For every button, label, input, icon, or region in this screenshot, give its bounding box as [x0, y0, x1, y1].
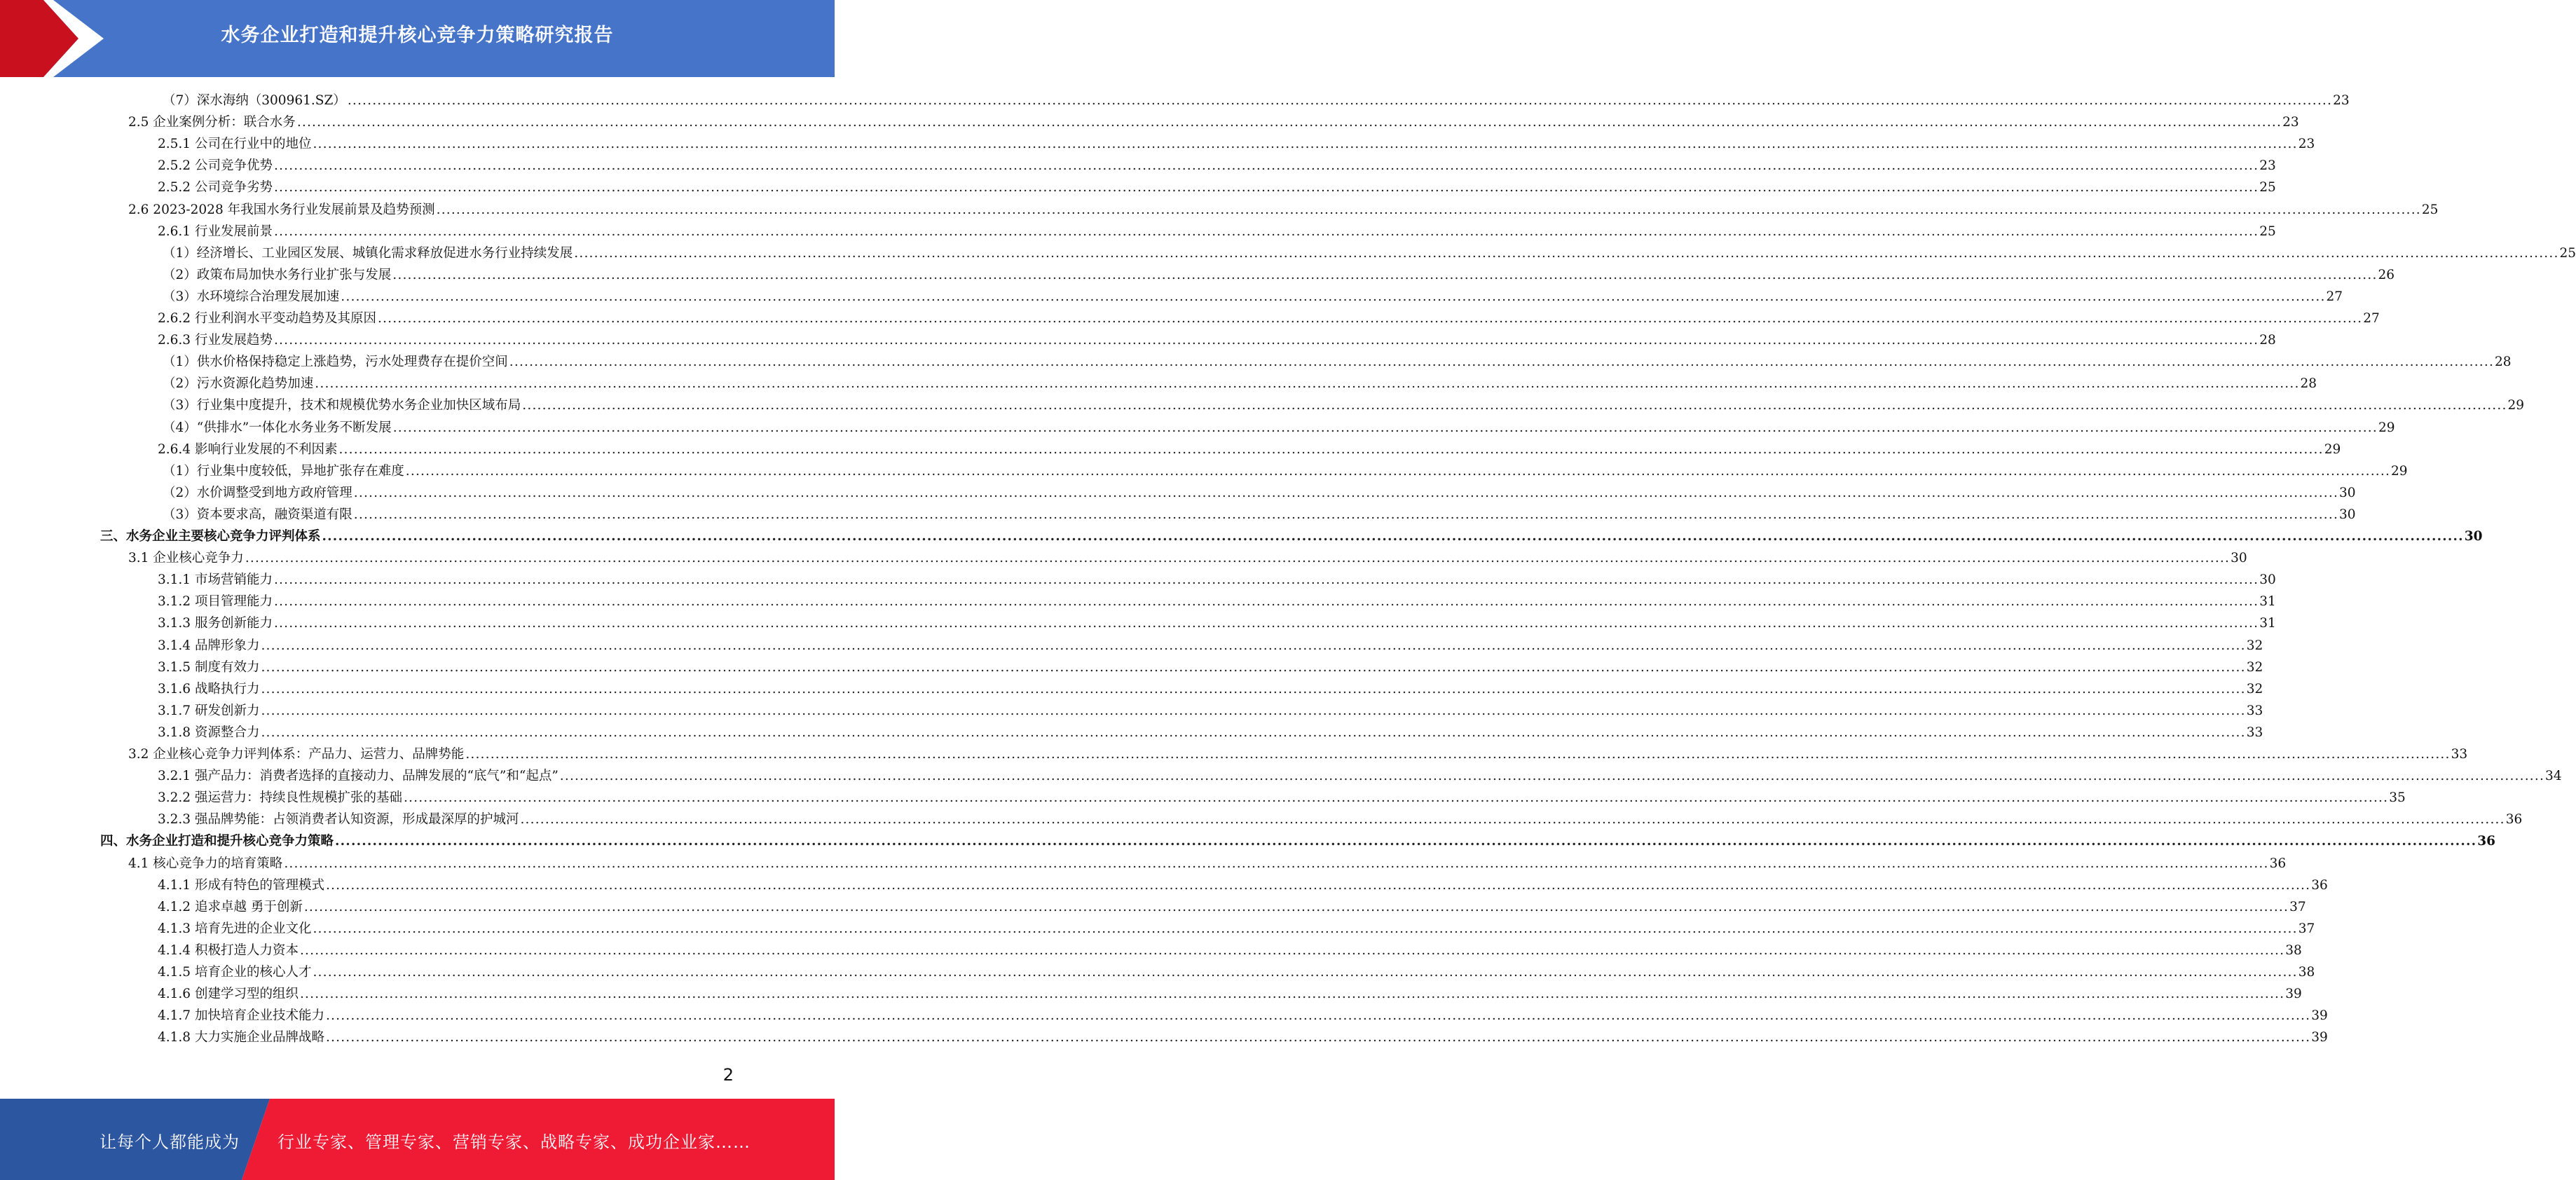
toc-entry-title: 3.1.6 战略执行力	[158, 681, 260, 697]
toc-entry-title: 2.5 企业案例分析：联合水务	[128, 115, 296, 130]
toc-entry-page: 36	[2477, 834, 2496, 849]
toc-entry[interactable]	[158, 809, 2523, 830]
toc-leader-dots: ................................................................................................................................................................................................................................................................................................................................................................................................................	[335, 834, 2477, 849]
toc-entry-page: 29	[2391, 463, 2408, 479]
toc-entry-title: 3.1.1 市场营销能力	[158, 572, 273, 588]
toc-entry-page: 35	[2389, 790, 2406, 806]
toc-entry[interactable]	[163, 242, 2576, 264]
toc-leader-dots: ................................................................................................................................................................................................................................................................................................................................................................................................................	[261, 681, 2246, 697]
toc-entry[interactable]	[158, 591, 2276, 612]
toc-entry-page: 25	[2421, 202, 2439, 217]
toc-entry-title: 3.2.3 强品牌势能：占领消费者认知资源，形成最深厚的护城河	[158, 812, 519, 828]
toc-entry-page: 38	[2285, 942, 2302, 958]
toc-leader-dots: ................................................................................................................................................................................................................................................................................................................................................................................................................	[273, 224, 2259, 239]
toc-entry-title: 4.1.2 追求卓越 勇于创新	[158, 899, 303, 914]
toc-entry-page: 28	[2300, 376, 2317, 392]
toc-entry-page: 30	[2339, 485, 2356, 500]
toc-entry-page: 29	[2324, 441, 2341, 457]
toc-entry-title: 2.5.2 公司竞争劣势	[158, 180, 273, 195]
toc-leader-dots: ................................................................................................................................................................................................................................................................................................................................................................................................................	[325, 1008, 2311, 1024]
toc-entry-page: 30	[2231, 551, 2247, 566]
toc-leader-dots: ................................................................................................................................................................................................................................................................................................................................................................................................................	[313, 137, 2298, 152]
toc-entry-title: 4.1.6 创建学习型的组织	[158, 987, 299, 1002]
toc-leader-dots: ................................................................................................................................................................................................................................................................................................................................................................................................................	[273, 333, 2259, 348]
toc-entry-page: 31	[2259, 616, 2276, 631]
toc-entry-page: 23	[2298, 137, 2315, 152]
toc-entry-page: 38	[2298, 965, 2315, 980]
toc-entry[interactable]	[163, 286, 2343, 308]
toc-leader-dots: ................................................................................................................................................................................................................................................................................................................................................................................................................	[574, 245, 2559, 261]
toc-entry[interactable]	[128, 853, 2287, 874]
toc-entry-title: 4.1.4 积极打造人力资本	[158, 942, 299, 958]
toc-entry-page: 36	[2269, 856, 2287, 871]
toc-entry-page: 32	[2246, 659, 2263, 675]
toc-entry[interactable]	[158, 1027, 2328, 1048]
toc-entry[interactable]	[158, 439, 2341, 460]
toc-entry-title: 2.6 2023-2028 年我国水务行业发展前景及趋势预测	[128, 202, 435, 217]
toc-entry[interactable]	[128, 547, 2247, 569]
toc-entry-page: 39	[2311, 1008, 2328, 1024]
toc-entry-page: 23	[2259, 158, 2276, 174]
toc-entry-page: 29	[2507, 398, 2525, 413]
toc-entry-page: 33	[2451, 747, 2468, 762]
toc-entry-page: 30	[2259, 572, 2276, 588]
toc-entry-page: 25	[2559, 245, 2576, 261]
toc-entry-page: 37	[2298, 921, 2315, 936]
toc-entry-page: 32	[2246, 638, 2263, 653]
toc-entry-page: 28	[2259, 333, 2276, 348]
toc-entry-title: 4.1.1 形成有特色的管理模式	[158, 877, 324, 893]
toc-entry-title: （3）行业集中度提升，技术和规模优势水务企业加快区域布局	[163, 398, 521, 413]
toc-entry-title: 2.6.4 影响行业发展的不利因素	[158, 441, 338, 457]
toc-entry[interactable]	[163, 417, 2395, 439]
toc-leader-dots: ................................................................................................................................................................................................................................................................................................................................................................................................................	[261, 725, 2246, 740]
toc-entry[interactable]	[163, 482, 2356, 504]
toc-entry-title: 3.1 企业核心竞争力	[128, 551, 244, 566]
toc-entry-title: （2）政策布局加快水务行业扩张与发展	[163, 267, 392, 282]
toc-entry[interactable]	[158, 635, 2263, 657]
toc-entry[interactable]	[158, 896, 2306, 918]
toc-entry[interactable]	[158, 221, 2276, 242]
toc-entry-page: 31	[2259, 594, 2276, 610]
page-number: 2	[722, 1065, 734, 1085]
toc-entry-page: 23	[2282, 115, 2299, 130]
page-header	[0, 0, 835, 77]
toc-entry[interactable]	[158, 983, 2302, 1005]
toc-entry[interactable]	[158, 918, 2315, 940]
toc-entry-title: 2.6.2 行业利润水平变动趋势及其原因	[158, 311, 376, 326]
toc-entry-title: （1）供水价格保持稳定上涨趋势，污水处理费存在提价空间	[163, 355, 508, 370]
toc-leader-dots: ................................................................................................................................................................................................................................................................................................................................................................................................................	[520, 812, 2505, 828]
toc-entry-title: 3.1.8 资源整合力	[158, 725, 260, 740]
toc-leader-dots: ................................................................................................................................................................................................................................................................................................................................................................................................................	[322, 529, 2464, 544]
toc-entry-title: 2.6.3 行业发展趋势	[158, 333, 273, 348]
toc-entry[interactable]	[128, 111, 2299, 133]
toc-leader-dots: ................................................................................................................................................................................................................................................................................................................................................................................................................	[325, 877, 2311, 893]
toc-entry[interactable]	[158, 657, 2263, 678]
toc-entry[interactable]	[158, 1005, 2328, 1027]
toc-leader-dots: ................................................................................................................................................................................................................................................................................................................................................................................................................	[261, 659, 2246, 675]
toc-leader-dots: ................................................................................................................................................................................................................................................................................................................................................................................................................	[436, 202, 2421, 217]
toc-entry[interactable]	[163, 460, 2408, 482]
toc-entry[interactable]	[158, 940, 2302, 961]
toc-leader-dots: ................................................................................................................................................................................................................................................................................................................................................................................................................	[353, 485, 2339, 500]
footer-slogan-left: 让每个人都能成为	[100, 1132, 240, 1152]
toc-leader-dots: ................................................................................................................................................................................................................................................................................................................................................................................................................	[522, 398, 2507, 413]
toc-leader-dots: ................................................................................................................................................................................................................................................................................................................................................................................................................	[303, 899, 2289, 914]
toc-entry-title: （4）“供排水”一体化水务业务不断发展	[163, 420, 392, 435]
toc-leader-dots: ................................................................................................................................................................................................................................................................................................................................................................................................................	[559, 769, 2545, 784]
toc-leader-dots: ................................................................................................................................................................................................................................................................................................................................................................................................................	[284, 856, 2269, 871]
toc-entry-page: 28	[2495, 355, 2512, 370]
toc-leader-dots: ................................................................................................................................................................................................................................................................................................................................................................................................................	[392, 420, 2378, 435]
toc-leader-dots: ................................................................................................................................................................................................................................................................................................................................................................................................................	[299, 942, 2285, 958]
toc-leader-dots: ................................................................................................................................................................................................................................................................................................................................................................................................................	[353, 507, 2339, 522]
toc-entry-title: 2.6.1 行业发展前景	[158, 224, 273, 239]
toc-entry[interactable]	[158, 329, 2276, 351]
toc-entry-page: 32	[2246, 681, 2263, 697]
toc-entry[interactable]	[158, 765, 2562, 787]
toc-entry[interactable]	[158, 612, 2276, 634]
toc-leader-dots: ................................................................................................................................................................................................................................................................................................................................................................................................................	[377, 311, 2363, 326]
toc-entry[interactable]	[158, 700, 2263, 722]
toc-entry-page: 23	[2333, 93, 2350, 108]
toc-entry-title: 4.1.5 培育企业的核心人才	[158, 965, 312, 980]
toc-entry[interactable]	[163, 395, 2525, 416]
toc-leader-dots: ................................................................................................................................................................................................................................................................................................................................................................................................................	[315, 376, 2300, 392]
toc-leader-dots: ................................................................................................................................................................................................................................................................................................................................................................................................................	[261, 638, 2246, 653]
toc-entry[interactable]	[100, 830, 2496, 852]
toc-entry-title: 2.5.1 公司在行业中的地位	[158, 137, 312, 152]
toc-entry-page: 39	[2285, 987, 2302, 1002]
toc-leader-dots: ................................................................................................................................................................................................................................................................................................................................................................................................................	[273, 180, 2259, 195]
toc-leader-dots: ................................................................................................................................................................................................................................................................................................................................................................................................................	[465, 747, 2451, 762]
toc-leader-dots: ................................................................................................................................................................................................................................................................................................................................................................................................................	[405, 463, 2391, 479]
toc-entry-page: 33	[2246, 703, 2263, 718]
toc-entry-page: 29	[2378, 420, 2395, 435]
toc-leader-dots: ................................................................................................................................................................................................................................................................................................................................................................................................................	[245, 551, 2231, 566]
toc-entry-page: 30	[2464, 529, 2483, 544]
toc-leader-dots: ................................................................................................................................................................................................................................................................................................................................................................................................................	[341, 289, 2326, 304]
toc-entry[interactable]	[158, 678, 2263, 700]
toc-leader-dots: ................................................................................................................................................................................................................................................................................................................................................................................................................	[313, 965, 2298, 980]
toc-leader-dots: ................................................................................................................................................................................................................................................................................................................................................................................................................	[338, 441, 2324, 457]
toc-entry[interactable]	[158, 569, 2276, 591]
toc-leader-dots: ................................................................................................................................................................................................................................................................................................................................................................................................................	[296, 115, 2282, 130]
toc-entry-page: 30	[2339, 507, 2356, 522]
toc-entry-title: 3.1.2 项目管理能力	[158, 594, 273, 610]
toc-leader-dots: ................................................................................................................................................................................................................................................................................................................................................................................................................	[313, 921, 2298, 936]
toc-leader-dots: ................................................................................................................................................................................................................................................................................................................................................................................................................	[325, 1030, 2311, 1045]
toc-entry-page: 33	[2246, 725, 2263, 740]
toc-entry-title: （3）水环境综合治理发展加速	[163, 289, 340, 304]
toc-entry-title: （2）污水资源化趋势加速	[163, 376, 314, 392]
toc-entry-page: 27	[2363, 311, 2380, 326]
toc-entry[interactable]	[158, 787, 2406, 809]
toc-entry-title: 3.1.7 研发创新力	[158, 703, 260, 718]
toc-leader-dots: ................................................................................................................................................................................................................................................................................................................................................................................................................	[347, 93, 2333, 108]
toc-entry[interactable]	[158, 308, 2380, 329]
toc-entry-page: 25	[2259, 180, 2276, 195]
toc-leader-dots: ................................................................................................................................................................................................................................................................................................................................................................................................................	[261, 703, 2246, 718]
toc-entry[interactable]	[158, 133, 2315, 155]
toc-entry-page: 36	[2311, 877, 2328, 893]
footer-slogan-right: 行业专家、管理专家、营销专家、战略专家、成功企业家……	[278, 1132, 751, 1152]
toc-leader-dots: ................................................................................................................................................................................................................................................................................................................................................................................................................	[299, 987, 2285, 1002]
header-title: 水务企业打造和提升核心竞争力策略研究报告	[221, 25, 614, 46]
toc-entry-page: 27	[2326, 289, 2343, 304]
toc-entry-page: 37	[2289, 899, 2306, 914]
toc-entry-title: 3.2 企业核心竞争力评判体系：产品力、运营力、品牌势能	[128, 747, 465, 762]
toc-entry-title: （1）经济增长、工业园区发展、城镇化需求释放促进水务行业持续发展	[163, 245, 573, 261]
toc-entry[interactable]	[163, 504, 2356, 526]
toc-entry[interactable]	[158, 155, 2276, 177]
toc-entry[interactable]	[158, 874, 2328, 896]
toc-entry-title: 3.1.5 制度有效力	[158, 659, 260, 675]
toc-leader-dots: ................................................................................................................................................................................................................................................................................................................................................................................................................	[403, 790, 2389, 806]
toc-entry-title: 4.1.3 培育先进的企业文化	[158, 921, 312, 936]
toc-entry[interactable]	[158, 961, 2315, 983]
toc-entry-title: （2）水价调整受到地方政府管理	[163, 485, 352, 500]
toc-entry-title: 3.2.2 强运营力：持续良性规模扩张的基础	[158, 790, 402, 806]
page-footer	[0, 1099, 835, 1180]
toc-entry-page: 26	[2378, 267, 2395, 282]
toc-entry[interactable]	[163, 373, 2317, 395]
toc-leader-dots: ................................................................................................................................................................................................................................................................................................................................................................................................................	[392, 267, 2378, 282]
toc-entry-page: 39	[2311, 1030, 2328, 1045]
toc-leader-dots: ................................................................................................................................................................................................................................................................................................................................................................................................................	[509, 355, 2495, 370]
toc-leader-dots: ................................................................................................................................................................................................................................................................................................................................................................................................................	[273, 594, 2259, 610]
toc-leader-dots: ................................................................................................................................................................................................................................................................................................................................................................................................................	[273, 572, 2259, 588]
toc-entry[interactable]	[128, 743, 2468, 765]
toc-entry-page: 34	[2545, 769, 2562, 784]
toc-entry-title: 4.1.7 加快培育企业技术能力	[158, 1008, 324, 1024]
toc-entry-title: 3.1.4 品牌形象力	[158, 638, 260, 653]
toc-entry-title: 4.1.8 大力实施企业品牌战略	[158, 1030, 324, 1045]
toc-entry[interactable]	[163, 351, 2512, 373]
toc-entry[interactable]	[158, 722, 2263, 743]
toc-entry-title: （1）行业集中度较低，异地扩张存在难度	[163, 463, 404, 479]
toc-entry-title: 四、水务企业打造和提升核心竞争力策略	[100, 834, 334, 849]
toc-entry-title: 3.1.3 服务创新能力	[158, 616, 273, 631]
toc-entry[interactable]	[128, 199, 2439, 221]
toc-entry-title: （3）资本要求高，融资渠道有限	[163, 507, 352, 522]
toc-entry-title: 2.5.2 公司竞争优势	[158, 158, 273, 174]
toc-entry[interactable]	[163, 90, 2350, 111]
toc-leader-dots: ................................................................................................................................................................................................................................................................................................................................................................................................................	[273, 158, 2259, 174]
toc-entry[interactable]	[100, 526, 2483, 547]
toc-entry[interactable]	[158, 177, 2276, 198]
toc-entry-title: （7）深水海纳（300961.SZ）	[163, 93, 346, 108]
toc-entry-title: 三、水务企业主要核心竞争力评判体系	[100, 529, 321, 544]
toc-entry-title: 3.2.1 强产品力：消费者选择的直接动力、品牌发展的“底气”和“起点”	[158, 769, 559, 784]
toc-entry-page: 25	[2259, 224, 2276, 239]
toc-entry[interactable]	[163, 264, 2395, 286]
toc-leader-dots: ................................................................................................................................................................................................................................................................................................................................................................................................................	[273, 616, 2259, 631]
toc-entry-title: 4.1 核心竞争力的培育策略	[128, 856, 283, 871]
toc-entry-page: 36	[2505, 812, 2523, 828]
